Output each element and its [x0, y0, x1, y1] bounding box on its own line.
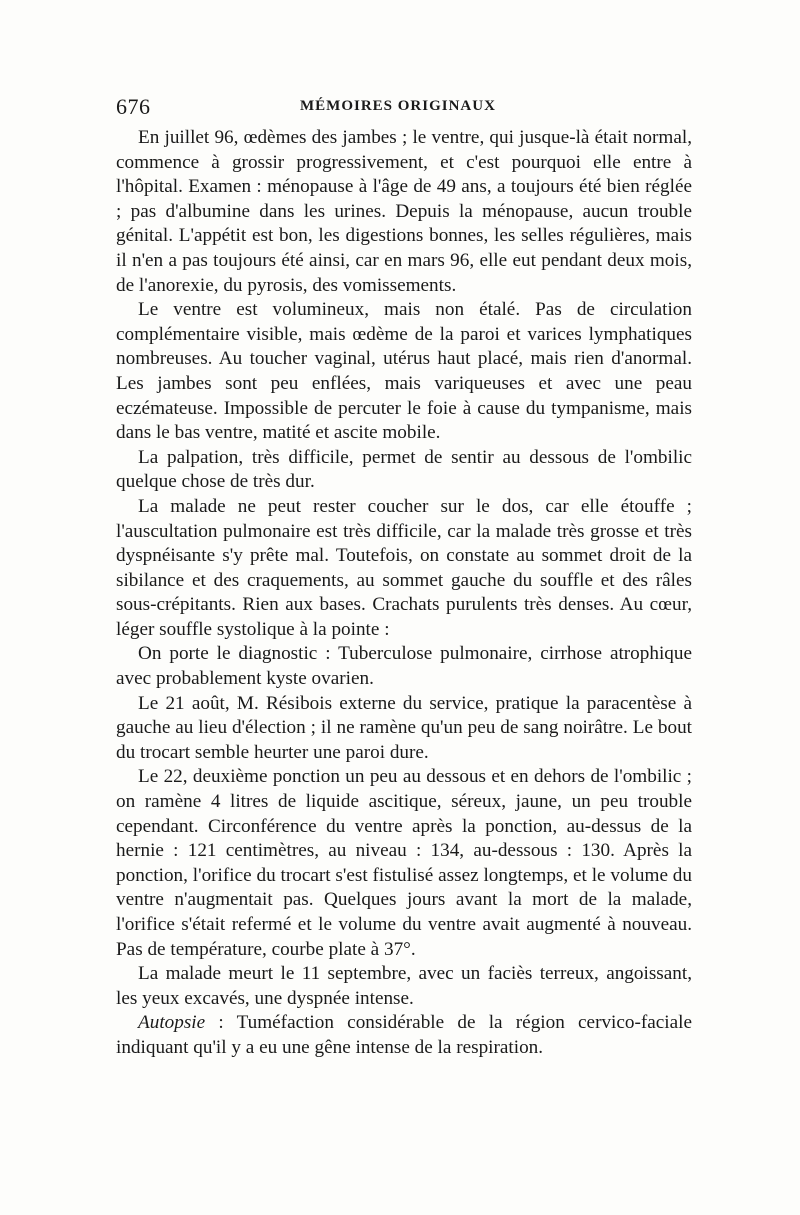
paragraph: On porte le diagnostic : Tuberculose pulmonaire, cirrhose atrophique avec probablement kyste ovarien. [116, 643, 692, 690]
autopsy-label: Autopsie [138, 1012, 206, 1034]
autopsy-paragraph [116, 1011, 692, 1060]
paragraph: En juillet 96, œdèmes des jambes ; le ventre, qui jusque-là était normal, commence à grossir progressivement, et c'est pourquoi elle entre à l'hôpital. Examen : ménopause à l'âge de 49 ans, a toujours été bien réglée ; pas d'albumine dans les urines. Depuis la ménopause, aucun trouble génital. L'appétit est bon, les digestions bonnes, les selles régulières, mais il n'en a pas toujours été ainsi, car en mars 96, elle eut pendant deux mois, de l'anorexie, du pyrosis, des vomissements. [116, 127, 692, 296]
running-title: MÉMOIRES ORIGINAUX [300, 98, 496, 114]
page-number: 676 [116, 94, 151, 119]
body-text [116, 126, 692, 1061]
paragraph: Le ventre est volumineux, mais non étalé. Pas de circulation complémentaire visible, mais œdème de la paroi et varices lymphatiques nombreuses. Au toucher vaginal, utérus haut placé, mais rien d'anormal. Les jambes sont peu enflées, mais variqueuses et avec une peau eczémateuse. Impossible de percuter le foie à cause du tympanisme, mais dans le bas ventre, matité et ascite mobile. [116, 299, 692, 444]
paragraph: Le 21 août, M. Résibois externe du service, pratique la paracentèse à gauche au lieu d'élection ; il ne ramène qu'un peu de sang noirâtre. Le bout du trocart semble heurter une paroi dure. [116, 692, 692, 763]
paragraph: La malade ne peut rester coucher sur le dos, car elle étouffe ; l'auscultation pulmonaire est très difficile, car la malade très grosse et très dyspnéisante s'y prête mal. Toutefois, on constate au sommet droit de la sibilance et des craquements, au sommet gauche du souffle et des râles sous-crépitants. Rien aux bases. Crachats purulents très denses. Au cœur, léger souffle systolique à la pointe : [116, 495, 692, 640]
paragraph: Le 22, deuxième ponction un peu au dessous et en dehors de l'ombilic ; on ramène 4 litres de liquide ascitique, séreux, jaune, un peu trouble cependant. Circonférence du ventre après la ponction, au-dessus de la hernie : 121 centimètres, au niveau : 134, au-dessous : 130. Après la ponction, l'orifice du trocart s'est fistulisé assez longtemps, et le volume du ventre n'augmentait pas. Quelques jours avant la mort de la malade, l'orifice s'était refermé et le volume du ventre avait augmenté à nouveau. Pas de température, courbe plate à 37°. [116, 766, 692, 960]
page-header [110, 92, 710, 122]
autopsy-text: : Tuméfaction considérable de la région cervico-faciale indiquant qu'il y a eu une gêne intense de la respiration. [116, 1012, 692, 1058]
paragraph: La palpation, très difficile, permet de sentir au dessous de l'ombilic quelque chose de très dur. [116, 446, 692, 493]
paragraph: La malade meurt le 11 septembre, avec un faciès terreux, angoissant, les yeux excavés, une dyspnée intense. [116, 963, 692, 1009]
